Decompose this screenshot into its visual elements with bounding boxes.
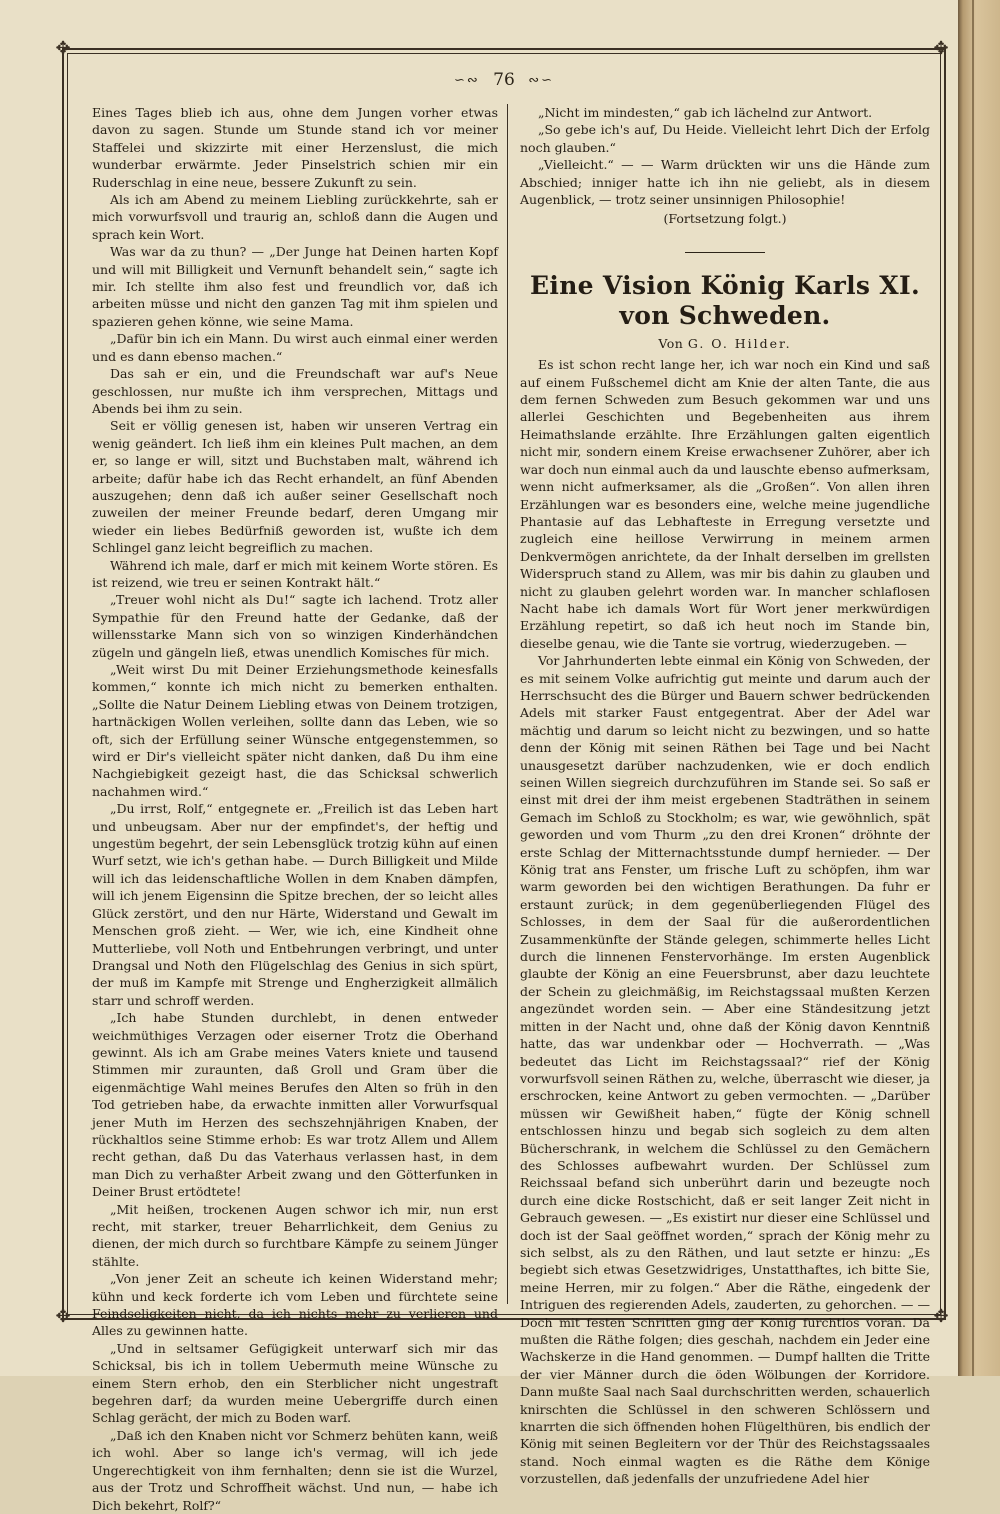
paragraph: Vor Jahrhunderten lebte einmal ein König von Schweden, der es mit seinem Volke aufrichtig gut meinte und darum auch der Herrschsucht des die Bürger und Bauern schwer bedrückenden Adels mit starker Faust entgegentrat. Aber der Adel war mächtig und darum so leicht nicht zu bezwingen, und so hatte denn der König mit seinen Räthen bei Tage und bei Nacht unausgesetzt darüber nachzudenken, wie er doch endlich seinen Willen siegreich durchzuführen im Stande sei. So saß er einst mit drei der ihm meist ergebenen Stadträthen in seinem Gemach im Schloß zu Stockholm; es war, wie gewöhnlich, spät geworden und vom Thurm „zu den drei Kronen“ dröhnte der erste Schlag der Mitternachtsstunde dumpf hernieder. — Der König trat ans Fenster, um frische Luft zu schöpfen, ihm war warm geworden bei den wichtigen Berathungen. Da fuhr er erstaunt zurück; in dem gegenüberliegenden Flügel des Schlosses, in dem der Saal für die außerordentlichen Zusammenkünfte der Stände gelegen, schimmerte helles Licht durch die linnenen Fenstervorhänge. Im ersten Augenblick glaubte der König an eine Feuersbrunst, aber dazu leuchtete der Schein zu gleichmäßig, im Reichstagssaal mußten Kerzen angezündet worden sein. — Aber eine Ständesitzung jetzt mitten in der Nacht und, ohne daß der König davon Kenntniß hatte, das war undenkbar oder — Hochverrath. — „Was bedeutet das Licht im Reichstagssaal?“ rief der König vorwurfsvoll seinen Räthen zu, welche, überrascht wie dieser, ja erschrocken, keine Antwort zu geben vermochten. — „Darüber müssen wir Gewißheit haben,“ fügte der König schnell entschlossen hinzu und begab sich sogleich zu dem alten Bücherschrank, in welchem die Schlüssel zu den Gemächern des Schlosses aufbewahrt wurden. Der Schlüssel zum Reichssaal befand sich unberührt darin und bezeugte noch durch eine dicke Rostschicht, daß er seit langer Zeit nicht in Gebrauch gewesen. — „Es existirt nur dieser eine Schlüssel und doch ist der Saal geöffnet worden,“ sprach der König mehr zu sich selbst, als zu den Räthen, und laut setzte er hinzu: „Es begiebt sich etwas Gesetzwidriges, Unstatthaftes, ich bitte Sie, meine Herren, mir zu folgen.“ Aber die Räthe, eingedenk der Intriguen des regierenden Adels, zauderten, zu gehorchen. — — Doch mit festen Schritten ging der König furchtlos voran. Da mußten die Räthe folgen; dies geschah, nachdem ein Jeder eine Wachskerze in die Hand genommen. — Dumpf hallten die Tritte der vier Männer durch die öden Wölbungen der Korridore. Dann mußte Saal nach Saal durchschritten werden, schauerlich knirschten die Schlüssel in den schweren Schlössern und knarrten die sich öffnenden hohen Flügelthüren, bis endlich der König mit seinen Begleitern vor der Thür des Reichstagssaales stand. Noch einmal wagten es die Räthe dem Könige vorzustellen, daß jedenfalls der unzufriedene Adel hier (520, 653, 930, 1487)
gutter-line (972, 0, 974, 1376)
corner-ornament-top-right: ✥ (933, 38, 949, 59)
left-column (92, 104, 498, 1513)
paragraph: „So gebe ich's auf, Du Heide. Vielleicht lehrt Dich der Erfolg noch glauben.“ (520, 122, 930, 155)
corner-ornament-bottom-left: ✥ (55, 1306, 71, 1327)
paragraph: „Mit heißen, trockenen Augen schwor ich mir, nun erst recht, mit starker, treuer Beharrlichkeit, dem Genius zu dienen, der mich durch so furchtbare Kämpfe zu seinem Jünger stählte. (92, 1201, 498, 1269)
paragraph: „Du irrst, Rolf,“ entgegnete er. „Freilich ist das Leben hart und unbeugsam. Aber nur der empfindet's, der heftig und ungestüm begehrt, der sein Lebensglück trotzig kühn auf einen Wurf setzt, wie ich's gethan habe. — Durch Billigkeit und Milde will ich das leidenschaftliche Wollen in dem Knaben dämpfen, will ich jenem Eigensinn die Spitze brechen, der so leicht alles Glück zerstört, und den nur Härte, Widerstand und Gewalt im Menschen groß zieht. — Wer, wie ich, eine Kindheit ohne Mutterliebe, voll Noth und Entbehrungen verbringt, und unter Drangsal und Noth den Flügelschlag des Genius in sich spürt, der muß im Kampfe mit Strenge und Engherzigkeit allmälich starr und schroff werden. (92, 801, 498, 1008)
page-number: 76 (493, 70, 515, 90)
paragraph: Es ist schon recht lange her, ich war noch ein Kind und saß auf einem Fußschemel dicht am Knie der alten Tante, die aus dem fernen Schweden zum Besuch gekommen war und uns allerlei Geschichten und Begebenheiten aus ihrem Heimathslande erzählte. Ihre Erzählungen galten eigentlich nicht mir, sondern einem Kreise erwachsener Zuhörer, aber ich war doch nun einmal auch da und lauschte ebenso aufmerksam, wenn nicht aufmerksamer, als die „Großen“. Von allen ihren Erzählungen war es besonders eine, welche meine jugendliche Phantasie auf das Lebhafteste in Erregung versetzte und zugleich eine heillose Verwirrung in meinem armen Denkvermögen anrichtete, da der Inhalt derselben im grellsten Widerspruch stand zu Allem, was mir bis dahin zu glauben und nicht zu glauben gelehrt worden war. In mancher schlaflosen Nacht habe ich damals Wort für Wort jener merkwürdigen Erzählung repetirt, so daß ich heut noch im Stande bin, dieselbe genau, wie die Tante sie vortrug, wiederzugeben. — (520, 357, 930, 651)
right-column (520, 104, 930, 1487)
paragraph: Während ich male, darf er mich mit keinem Worte stören. Es ist reizend, wie treu er seinen Kontrakt hält.“ (92, 557, 498, 590)
book-gutter (958, 0, 1000, 1376)
paragraph: „Dafür bin ich ein Mann. Du wirst auch einmal einer werden und es dann ebenso machen.“ (92, 331, 498, 364)
paragraph: „Ich habe Stunden durchlebt, in denen entweder weichmüthiges Verzagen oder eiserner Trotz die Oberhand gewinnt. Als ich am Grabe meines Vaters kniete und tausend Stimmen mir zuraunten, daß Groll und Gram über die eigenmächtige Wahl meines Berufes den Alten so früh in den Tod getrieben habe, da erwachte inmitten aller Vorwurfsqual jener Muth im Herzen des sechszehnjährigen Knaben, der rückhaltlos seine Stimme erhob: Es war trotz Allem und Allem recht gethan, daß Du das Vaterhaus verlassen hast, in dem man Dich zu verhaßter Arbeit zwang und den Götterfunken in Deiner Brust ertödtete! (92, 1010, 498, 1200)
paragraph: Das sah er ein, und die Freundschaft war auf's Neue geschlossen, nur mußte ich ihm versprechen, Mittags und Abends bei ihm zu sein. (92, 366, 498, 416)
paragraph: „Treuer wohl nicht als Du!“ sagte ich lachend. Trotz aller Sympathie für den Freund hatte der Gedanke, daß der willensstarke Mann sich von so winzigen Kinderhändchen zügeln und gängeln ließ, etwas unendlich Komisches für mich. (92, 592, 498, 660)
paragraph: „Nicht im mindesten,“ gab ich lächelnd zur Antwort. (538, 105, 873, 120)
paragraph: Seit er völlig genesen ist, haben wir unseren Vertrag ein wenig geändert. Ich ließ ihm ein kleines Pult machen, an dem er, so lange er will, sitzt und Buchstaben malt, während ich arbeite; dafür habe ich das Recht erhandelt, an fünf Abenden auszugehen; denn daß ich außer seiner Gesellschaft noch zuweilen der meiner Freunde bedarf, deren Umgang mir wieder ein liebes Bedürfniß geworden ist, wußte ich dem Schlingel ganz leicht begreiflich zu machen. (92, 418, 498, 556)
paragraph: „Daß ich den Knaben nicht vor Schmerz behüten kann, weiß ich wohl. Aber so lange ich's vermag, will ich jede Ungerechtigkeit von ihm fernhalten; denn sie ist die Wurzel, aus der Trotz und Schroffheit wächst. Und nun, — habe ich Dich bekehrt, Rolf?“ (92, 1427, 498, 1513)
page-header (62, 70, 946, 90)
page-ornament-right: ∾∽ (528, 73, 555, 88)
byline-prefix: Von (658, 335, 684, 351)
section-divider (685, 252, 765, 253)
page-ornament-left: ∽∾ (453, 73, 480, 88)
continuation-note: (Fortsetzung folgt.) (663, 211, 787, 227)
paragraph: „Weit wirst Du mit Deiner Erziehungsmethode keinesfalls kommen,“ konnte ich mich nicht zu bemerken enthalten. „Sollte die Natur Deinem Liebling etwas von Deinem trotzigen, hartnäckigen Wollen verleihen, sollte dann das Leben, wie so oft, sich der Erfüllung seiner Wünsche entgegenstemmen, so wird er Dir's vielleicht später nicht danken, daß Du ihm eine Nachgiebigkeit gezeigt hast, die das Schicksal schwerlich nachahmen wird.“ (92, 662, 498, 799)
article-title: Eine Vision König Karls XI. von Schweden. (530, 270, 920, 330)
paragraph: „Von jener Zeit an scheute ich keinen Widerstand mehr; kühn und keck forderte ich vom Leben und fürchtete seine Feindseligkeiten nicht, da ich nichts mehr zu verlieren und Alles zu gewinnen hatte. (92, 1271, 498, 1339)
corner-ornament-top-left: ✥ (55, 38, 71, 59)
column-divider (507, 104, 508, 1304)
byline (520, 335, 930, 352)
byline-author: G. O. Hilder. (687, 335, 792, 351)
paragraph: „Und in seltsamer Gefügigkeit unterwarf sich mir das Schicksal, bis ich in tollem Uebermuth meine Wünsche zu einem Stern erhob, den ein Sterblicher nicht ungestraft begehren darf; da wurden meine Uebergriffe durch einen Schlag gerächt, der mich zu Boden warf. (92, 1340, 498, 1426)
paragraph: Als ich am Abend zu meinem Liebling zurückkehrte, sah er mich vorwurfsvoll und traurig an, schloß dann die Augen und sprach kein Wort. (92, 192, 498, 242)
paragraph: Was war da zu thun? — „Der Junge hat Deinen harten Kopf und will mit Billigkeit und Vernunft behandelt sein,“ sagte ich mir. Ich stellte ihm also fest und freundlich vor, daß ich arbeiten müsse und nicht den ganzen Tag mit ihm spielen und spazieren gehen könne, wie seine Mama. (92, 244, 498, 329)
paragraph: „Vielleicht.“ — — Warm drückten wir uns die Hände zum Abschied; inniger hatte ich ihn nie geliebt, als in diesem Augenblick, — trotz seiner unsinnigen Philosophie! (520, 157, 930, 208)
corner-ornament-bottom-right: ✥ (933, 1306, 949, 1327)
paragraph: Eines Tages blieb ich aus, ohne dem Jungen vorher etwas davon zu sagen. Stunde um Stunde stand ich vor meiner Staffelei und skizzirte mit einer Herzenslust, die mich wunderbar erwärmte. Jeder Pinselstrich schien mir ein Ruderschlag in eine neue, bessere Zukunft zu sein. (92, 105, 498, 190)
